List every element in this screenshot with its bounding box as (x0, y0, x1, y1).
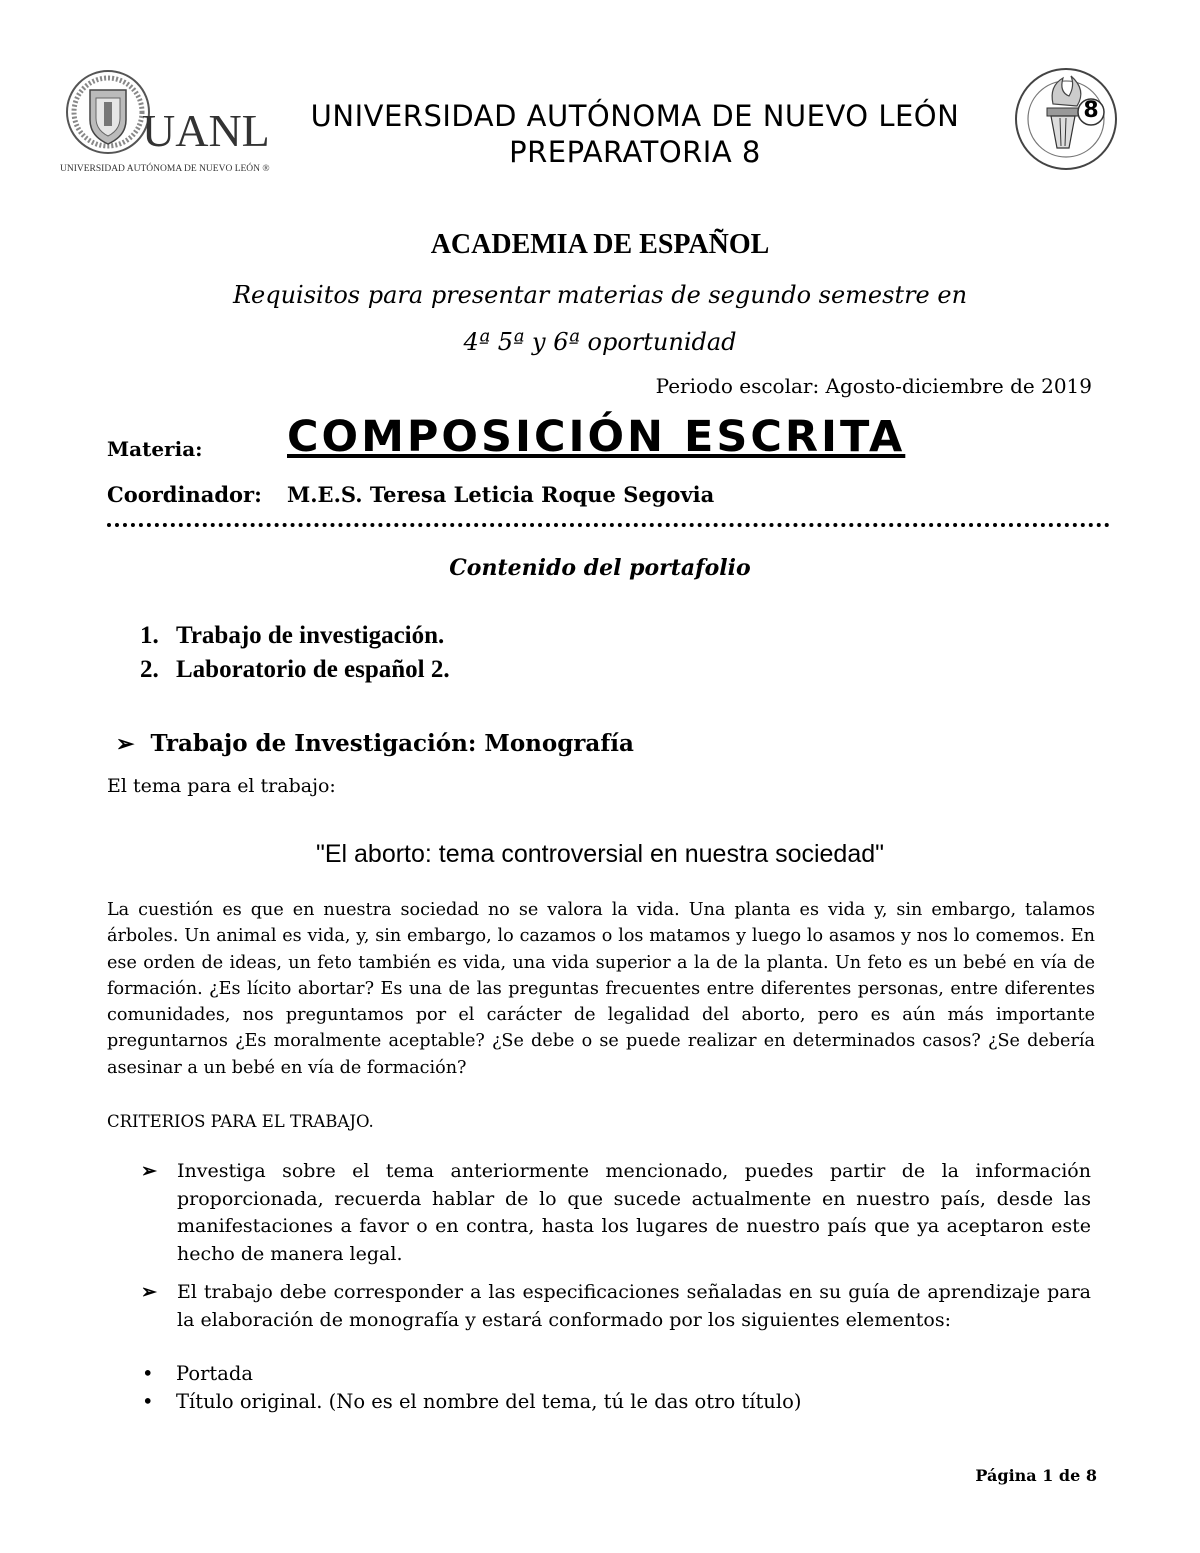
elemento-item-1 (142, 1362, 253, 1385)
criterio-item-1 (141, 1158, 1091, 1268)
university-name: UNIVERSIDAD AUTÓNOMA DE NUEVO LEÓN (310, 99, 960, 133)
intro-paragraph: La cuestión es que en nuestra sociedad no se valora la vida. Una planta es vida y, sin embargo, talamos árboles. Un animal es vida, y, sin embargo, lo cazamos o los matamos y luego lo asamos y nos lo comemos. En ese orden de ideas, un feto también es vida, una vida superior a la de la planta. Un feto es un bebé en vía de formación. ¿Es lícito abortar? Es una de las preguntas frecuentes entre diferentes personas, entre diferentes comunidades, nos preguntamos por el carácter de legalidad del aborto, pero es aún más importante preguntarnos ¿Es moralmente aceptable? ¿Se debe o se puede realizar en determinados casos? ¿Se debería asesinar a un bebé en vía de formación? (107, 900, 1095, 1078)
coordinador-label: Coordinador: (107, 482, 262, 507)
materia-label: Materia: (107, 437, 203, 461)
coordinador-value: M.E.S. Teresa Leticia Roque Segovia (287, 482, 715, 507)
elemento-text: Título original. (No es el nombre del tema, tú le das otro título) (176, 1390, 802, 1413)
item-text: Trabajo de investigación. (176, 622, 445, 649)
page-number: Página 1 de 8 (975, 1466, 1097, 1485)
requisitos-line-1: Requisitos para presentar materias de segundo semestre en (232, 281, 968, 309)
arrow-bullet-icon: ➢ (141, 1281, 157, 1303)
item-number: 2. (140, 656, 159, 683)
tema-label: El tema para el trabajo: (107, 775, 336, 797)
periodo-escolar: Periodo escolar: Agosto-diciembre de 2019 (655, 374, 1092, 398)
uanl-logo-caption: UNIVERSIDAD AUTÓNOMA DE NUEVO LEÓN ® (60, 164, 270, 174)
school-name: PREPARATORIA 8 (509, 135, 761, 169)
contenido-item-1 (140, 622, 444, 650)
header-title (290, 98, 980, 170)
criterio-text: Investiga sobre el tema anteriormente mencionado, puedes partir de la información proporcionada, recuerda hablar de lo que sucede actualmente en nuestro país, desde las manifestaciones a favor o en contra, hasta los lugares de nuestro país que ya aceptaron este hecho de manera legal. (177, 1160, 1091, 1265)
uanl-logo (60, 68, 280, 178)
criterio-text: El trabajo debe corresponder a las especificaciones señaladas en su guía de aprendizaje para la elaboración de monografía y estará conformado por los siguientes elementos: (177, 1281, 1091, 1331)
item-text: Laboratorio de español 2. (176, 656, 450, 683)
bullet-dot-icon: • (142, 1390, 154, 1413)
elemento-item-2 (142, 1390, 801, 1413)
section-heading-text: Trabajo de Investigación: Monografía (150, 730, 634, 757)
section-heading (116, 730, 634, 757)
torch-seal-icon (1013, 66, 1119, 172)
arrow-bullet-icon: ➢ (116, 731, 135, 757)
bullet-dot-icon: • (142, 1362, 154, 1385)
prepa8-logo (1013, 66, 1119, 172)
criterios-title: CRITERIOS PARA EL TRABAJO. (107, 1112, 374, 1131)
requisitos-line-2: 4ª 5ª y 6ª oportunidad (463, 328, 737, 356)
tema-quote: "El aborto: tema controversial en nuestra sociedad" (315, 840, 885, 868)
materia-value: COMPOSICIÓN ESCRITA (287, 412, 906, 462)
criterio-item-2 (141, 1279, 1091, 1334)
dotted-divider (107, 523, 1110, 527)
academia-heading: ACADEMIA DE ESPAÑOL (430, 229, 770, 260)
uanl-logo-text: UANL (142, 105, 270, 156)
contenido-item-2 (140, 656, 450, 684)
prepa8-number: 8 (1083, 98, 1099, 123)
uanl-shield-icon (64, 68, 152, 160)
contenido-title: Contenido del portafolio (449, 555, 751, 581)
item-number: 1. (140, 622, 159, 649)
elemento-text: Portada (176, 1362, 253, 1385)
arrow-bullet-icon: ➢ (141, 1160, 157, 1182)
